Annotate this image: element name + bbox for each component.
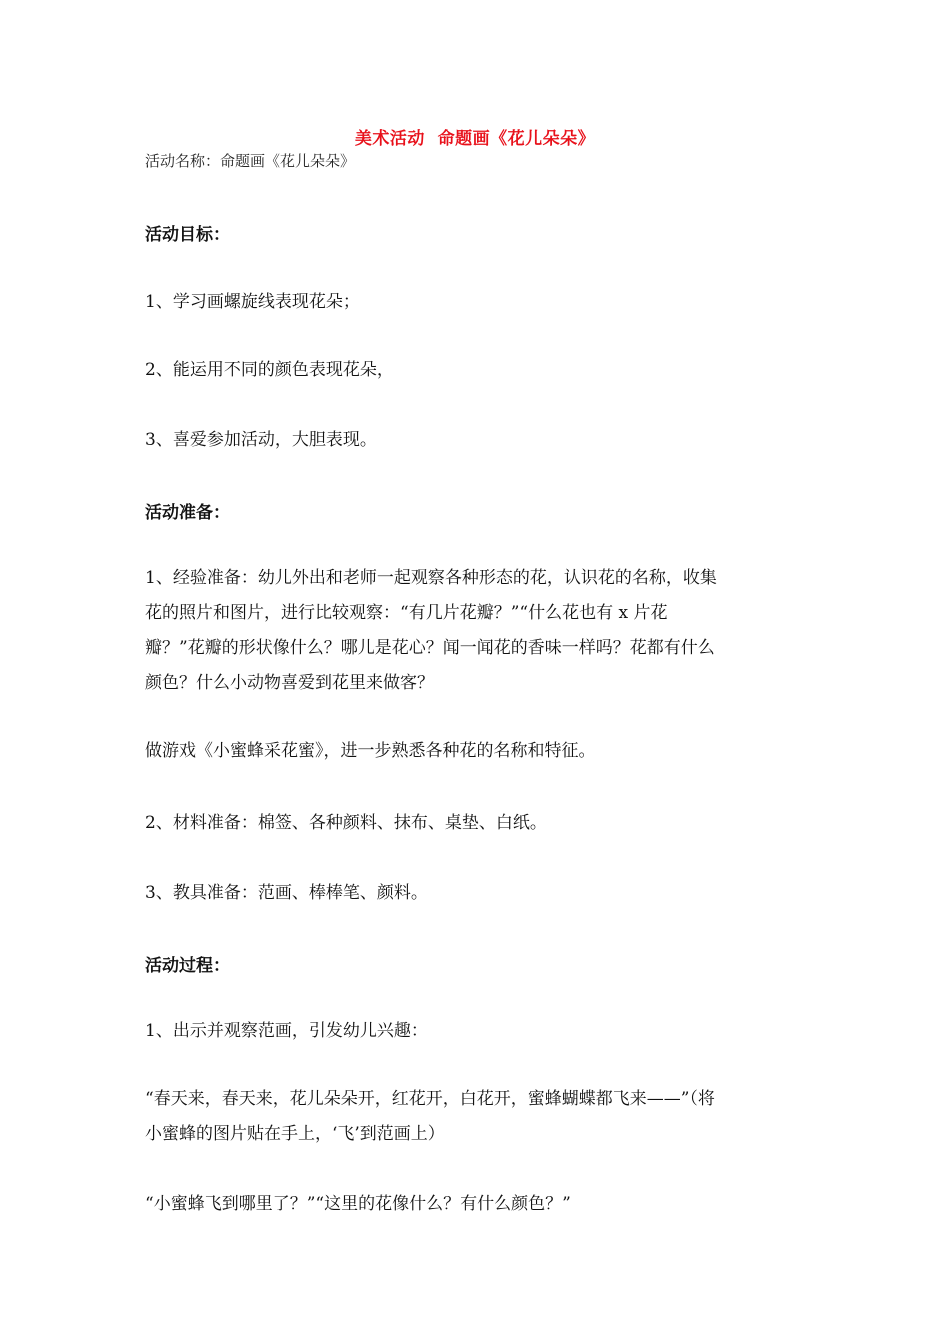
goals-heading: 活动目标： (145, 225, 230, 245)
goal-item: 3、喜爱参加活动，大胆表现。 (145, 430, 377, 450)
process-questions: “小蜜蜂飞到哪里了？”“这里的花像什么？有什么颜色？” (145, 1194, 571, 1214)
process-heading: 活动过程： (145, 956, 230, 976)
text-line: 颜色？什么小动物喜爱到花里来做客？ (145, 673, 434, 693)
process-step: 1、出示并观察范画，引发幼儿兴趣： (145, 1021, 428, 1041)
process-rhyme (145, 1082, 810, 1152)
text-line: 1、经验准备：幼儿外出和老师一起观察各种形态的花，认识花的名称，收集 (145, 568, 717, 588)
preparation-game: 做游戏《小蜜蜂采花蜜》，进一步熟悉各种花的名称和特征。 (145, 741, 596, 761)
preparation-heading: 活动准备： (145, 503, 230, 523)
text-line: 瓣？”花瓣的形状像什么？哪儿是花心？闻一闻花的香味一样吗？花都有什么 (145, 638, 715, 658)
preparation-experience (145, 561, 810, 701)
text-line: “春天来，春天来，花儿朵朵开，红花开，白花开，蜜蜂蝴蝶都飞来——”（将 (145, 1089, 715, 1109)
goal-item: 2、能运用不同的颜色表现花朵， (145, 360, 394, 380)
document-title: 美术活动 命题画《花儿朵朵》 (354, 129, 596, 149)
text-line: 小蜜蜂的图片贴在手上，‘飞’到范画上） (145, 1124, 445, 1144)
goal-item: 1、学习画螺旋线表现花朵； (145, 292, 360, 312)
preparation-teaching-aids: 3、教具准备：范画、棒棒笔、颜料。 (145, 883, 428, 903)
preparation-materials: 2、材料准备：棉签、各种颜料、抹布、桌垫、白纸。 (145, 813, 547, 833)
text-line: 花的照片和图片，进行比较观察：“有几片花瓣？”“什么花也有 x 片花 (145, 603, 668, 623)
activity-name: 活动名称：命题画《花儿朵朵》 (145, 152, 356, 170)
